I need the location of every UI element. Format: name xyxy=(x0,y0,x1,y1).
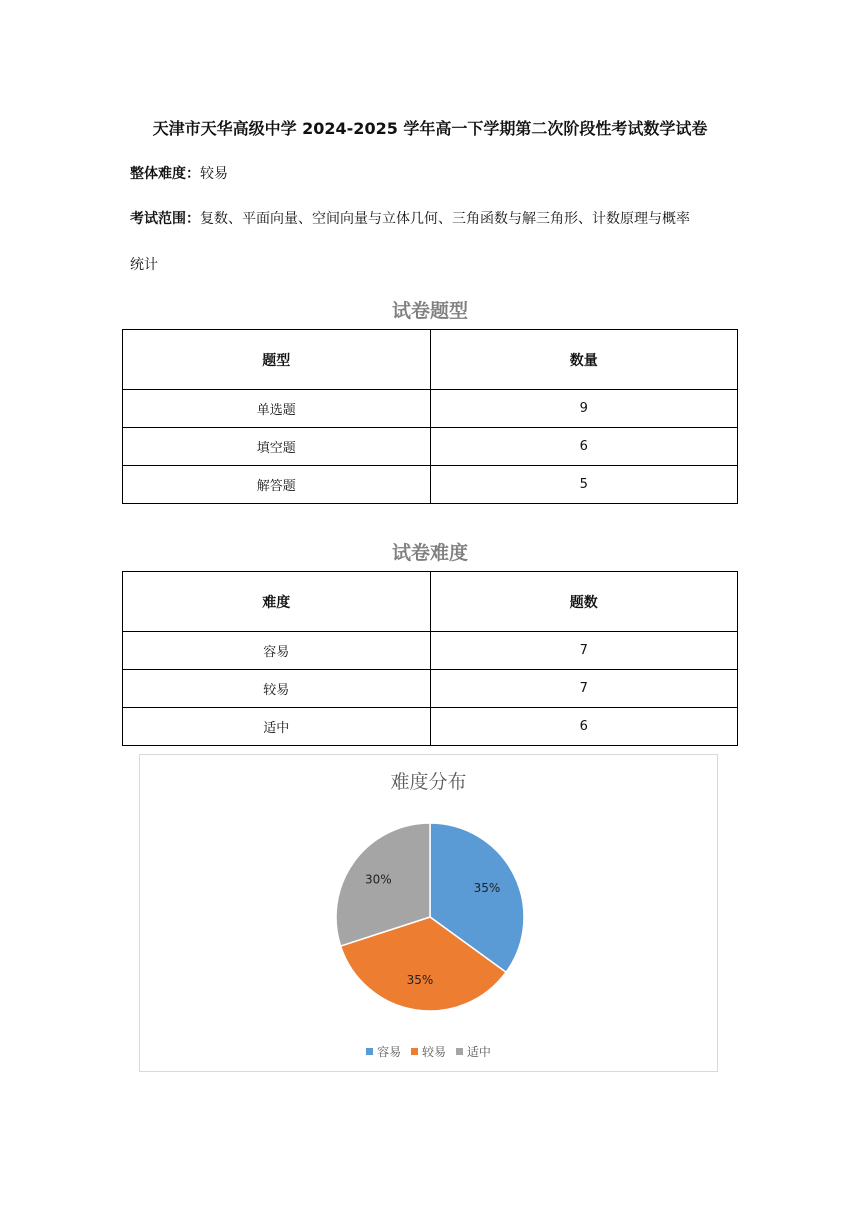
question-count-cell: 5 xyxy=(430,466,738,504)
legend-swatch-easy xyxy=(366,1048,373,1055)
column-header-count: 数量 xyxy=(430,330,738,390)
difficulty-pie-chart xyxy=(139,754,718,1072)
overall-difficulty-line xyxy=(130,163,228,183)
pie-chart-svg xyxy=(140,755,717,1071)
difficulty-count-cell: 7 xyxy=(430,632,738,670)
table-header-row xyxy=(123,330,738,390)
difficulty-count-cell: 7 xyxy=(430,670,738,708)
legend-label: 较易 xyxy=(421,1045,446,1059)
exam-scope-line xyxy=(130,208,690,228)
column-header-difficulty: 难度 xyxy=(123,572,431,632)
question-count-cell: 9 xyxy=(430,390,738,428)
legend-swatch-fairly-easy xyxy=(411,1048,418,1055)
difficulty-level-cell: 适中 xyxy=(123,708,431,746)
legend-swatch-moderate xyxy=(456,1048,463,1055)
exam-scope-value: 复数、平面向量、空间向量与立体几何、三角函数与解三角形、计数原理与概率 xyxy=(200,211,690,227)
table-row xyxy=(123,428,738,466)
difficulty-table xyxy=(122,571,738,746)
question-type-cell: 解答题 xyxy=(123,466,431,504)
chart-legend xyxy=(140,1043,717,1060)
column-header-question-count: 题数 xyxy=(430,572,738,632)
exam-scope-continuation: 统计 xyxy=(130,257,158,273)
table-row xyxy=(123,632,738,670)
legend-item xyxy=(411,1043,446,1060)
exam-scope-label: 考试范围： xyxy=(130,211,200,227)
overall-difficulty-value: 较易 xyxy=(200,166,228,182)
question-type-cell: 单选题 xyxy=(123,390,431,428)
question-type-cell: 填空题 xyxy=(123,428,431,466)
table-row xyxy=(123,466,738,504)
document-title: 天津市天华高级中学 2024-2025 学年高一下学期第二次阶段性考试数学试卷 xyxy=(152,119,708,138)
table-row xyxy=(123,670,738,708)
table-row xyxy=(123,390,738,428)
pie-data-label: 35% xyxy=(406,973,434,988)
legend-label: 容易 xyxy=(377,1045,402,1059)
difficulty-level-cell: 容易 xyxy=(123,632,431,670)
column-header-type: 题型 xyxy=(123,330,431,390)
question-types-table xyxy=(122,329,738,504)
question-types-title: 试卷题型 xyxy=(391,300,468,322)
difficulty-level-cell: 较易 xyxy=(123,670,431,708)
table-row xyxy=(123,708,738,746)
pie-data-label: 30% xyxy=(364,872,392,887)
chart-title: 难度分布 xyxy=(390,771,467,793)
question-count-cell: 6 xyxy=(430,428,738,466)
pie-data-label: 35% xyxy=(473,880,501,895)
legend-item xyxy=(456,1043,491,1060)
difficulty-count-cell: 6 xyxy=(430,708,738,746)
legend-item xyxy=(366,1043,401,1060)
difficulty-section-title: 试卷难度 xyxy=(391,542,468,564)
overall-difficulty-label: 整体难度： xyxy=(130,166,200,182)
table-header-row xyxy=(123,572,738,632)
legend-label: 适中 xyxy=(466,1045,491,1059)
